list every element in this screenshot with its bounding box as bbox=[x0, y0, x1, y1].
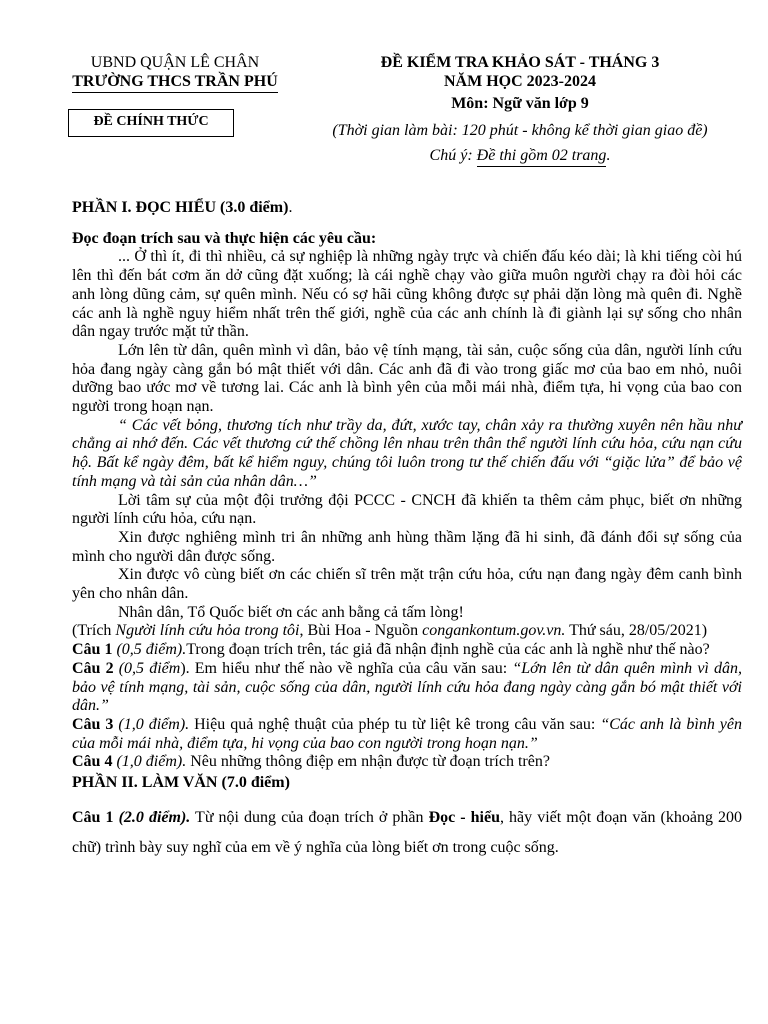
p2q1-label: Câu 1 bbox=[72, 808, 114, 826]
passage-paragraph-4: Lời tâm sự của một đội trưởng đội PCCC - CNCH đã khiến ta thêm cảm phục, biết ơn những người lính cứu hỏa, cứu nạn. bbox=[72, 491, 742, 528]
passage-paragraph-3: “ Các vết bỏng, thương tích như trầy da, đứt, xước tay, chân xảy ra thường xuyên nên hầu như chẳng ai nhớ đến. Các vết thương cứ thế chồng lên nhau trên thân thể người lính cứu hỏa, cứu nạn cứu hộ. Bất kể ngày đêm, bất kể hiểm nguy, chúng tôi luôn trong tư thế chiến đấu với “giặc lửa” để bảo vệ tính mạng và tài sản của nhân dân…” bbox=[72, 416, 742, 490]
question-4 bbox=[72, 753, 742, 772]
q3-points: (1,0 điểm). bbox=[113, 715, 190, 733]
q4-points: (1,0 điểm). bbox=[112, 753, 187, 771]
exam-body bbox=[72, 199, 742, 863]
q2-points: (0,5 điểm bbox=[113, 659, 181, 677]
q1-text: Trong đoạn trích trên, tác giả đã nhận định nghề của các anh là nghề như thế nào? bbox=[186, 641, 710, 659]
q2-quote: “Lớn lên từ dân quên mình vì dân, bảo vệ tính mạng, tài sản, cuộc sống của dân, người lính cứu hỏa đang ngày càng gắn bó mật thiết với dân.” bbox=[72, 659, 743, 715]
school-name: TRƯỜNG THCS TRẦN PHÚ bbox=[72, 73, 278, 94]
header-left bbox=[40, 54, 310, 93]
note-text: Đề thi gồm 02 trang bbox=[477, 147, 607, 167]
source-site: congankontum.gov.vn. bbox=[422, 622, 566, 640]
q3-label: Câu 3 bbox=[72, 715, 114, 733]
q3-quote: “Các anh là bình yên của mỗi mái nhà, điểm tựa, hi vọng của bao con người trong hoạn nạn.” bbox=[72, 715, 743, 752]
school-year: NĂM HỌC 2023-2024 bbox=[444, 72, 596, 90]
district-name: UBND QUẬN LÊ CHÂN bbox=[90, 54, 260, 71]
q1-label: Câu 1 bbox=[72, 641, 113, 659]
passage-paragraph-2: Lớn lên từ dân, quên mình vì dân, bảo vệ tính mạng, tài sản, cuộc sống của dân, người lính cứu hỏa đang ngày càng gắn bó mật thiết với dân. Các anh đã đi vào trong giấc mơ của bao em nhỏ, nuôi dưỡng bao ước mơ về tương lai. Các anh là bình yên của mỗi mái nhà, điểm tựa, hi vọng của bao con người trong hoạn nạn. bbox=[72, 341, 742, 416]
passage-paragraph-1: ... Ở thì ít, đi thì nhiều, cả sự nghiệp là những ngày trực và chiến đấu kéo dài; là khi tiếng còi hú lên thì đến bát cơm ăn dở cũng đặt xuống; là cái nghề chạy vào giữa muôn người chạy ra đòi hỏi các anh lòng dũng cảm, sự quên mình. Nếu có sợ hãi cũng không được sự phải dặn lòng mà quên đi. Nghề các anh là nghề nguy hiểm nhất trên thế giới, nghề của các anh chính là đi giành lại sự sống cho nhân dân ngay trước mặt tử thần. bbox=[72, 248, 742, 341]
note-prefix: Chú ý: bbox=[429, 146, 477, 164]
p2q1-points: (2.0 điểm). bbox=[118, 808, 191, 826]
p2q1-text-b: , hãy viết một đoạn văn (khoảng 200 chữ) trình bày suy nghĩ của em về ý nghĩa của lòng biết ơn trong cuộc sống. bbox=[72, 808, 742, 856]
part1-title-end: . bbox=[288, 199, 293, 216]
part1-title: PHẦN I. ĐỌC HIỂU (3.0 điểm) bbox=[72, 199, 289, 216]
q2-text: ). Em hiểu như thế nào về nghĩa của câu văn sau: bbox=[180, 659, 513, 677]
time-note: (Thời gian làm bài: 120 phút - không kể thời gian giao đề) bbox=[332, 122, 708, 140]
question-3 bbox=[72, 716, 742, 753]
source-a: (Trích bbox=[72, 622, 116, 640]
source-date: Thứ sáu, 28/05/2021) bbox=[565, 622, 708, 640]
passage-paragraph-7: Nhân dân, Tổ Quốc biết ơn các anh bằng cả tấm lòng! bbox=[118, 603, 464, 621]
question-1 bbox=[72, 641, 742, 660]
official-label: ĐỀ CHÍNH THỨC bbox=[68, 109, 234, 137]
p2q1-bold: Đọc - hiểu bbox=[428, 808, 500, 826]
p2q1-text-a: Từ nội dung của đoạn trích ở phần bbox=[190, 808, 429, 826]
question-2 bbox=[72, 660, 742, 716]
q4-label: Câu 4 bbox=[72, 753, 113, 771]
passage-source bbox=[72, 622, 742, 641]
subject: Môn: Ngữ văn lớp 9 bbox=[451, 95, 589, 113]
part2-question-1 bbox=[72, 803, 742, 863]
q2-label: Câu 2 bbox=[72, 659, 114, 677]
page-note bbox=[300, 147, 740, 167]
part2-title: PHẦN II. LÀM VĂN (7.0 điểm) bbox=[72, 774, 290, 792]
source-title: Người lính cứu hỏa trong tôi bbox=[115, 622, 300, 640]
header-right bbox=[300, 54, 740, 167]
note-suffix: . bbox=[606, 146, 611, 164]
q4-text: Nêu những thông điệp em nhận được từ đoạn trích trên? bbox=[186, 753, 550, 771]
exam-title: ĐỀ KIỂM TRA KHẢO SÁT - THÁNG 3 bbox=[380, 54, 660, 71]
source-author: , Bùi Hoa - Nguồn bbox=[299, 622, 423, 640]
passage-paragraph-5: Xin được nghiêng mình tri ân những anh hùng thầm lặng đã hi sinh, đã đánh đổi sự sống của mình cho người dân được sống. bbox=[72, 528, 742, 565]
passage-paragraph-6: Xin được vô cùng biết ơn các chiến sĩ trên mặt trận cứu hỏa, cứu nạn đang ngày đêm canh bình yên cho nhân dân. bbox=[72, 566, 742, 603]
part1-instruction: Đọc đoạn trích sau và thực hiện các yêu cầu: bbox=[72, 229, 377, 247]
q1-points: (0,5 điểm). bbox=[112, 641, 187, 659]
q3-text: Hiệu quả nghệ thuật của phép tu từ liệt kê trong câu văn sau: bbox=[189, 715, 601, 733]
